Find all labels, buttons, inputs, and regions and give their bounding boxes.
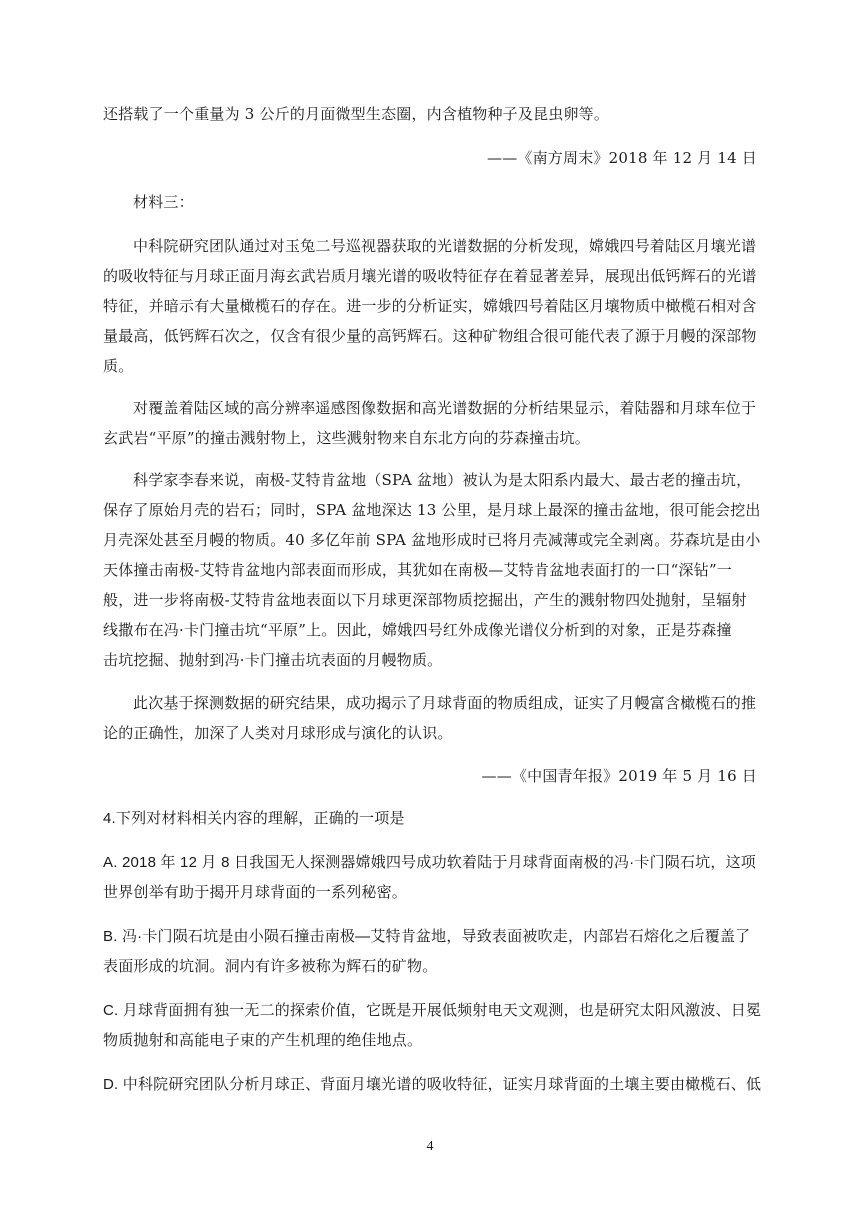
option-a: A. 2018 年 12 月 8 日我国无人探测器嫦娥四号成功软着陆于月球背面南极的冯·卡门陨石坑，这项 — [103, 854, 756, 871]
text-line: 还搭载了一个重量为 3 公斤的月面微型生态圈，内含植物种子及昆虫卵等。 — [103, 105, 610, 123]
source-citation: ——《南方周末》2018 年 12 月 14 日 — [487, 149, 757, 167]
text-line: 量最高，低钙辉石次之，仅含有很少量的高钙辉石。这种矿物组合很可能代表了源于月幔的深部物 — [103, 327, 757, 345]
text-line: 的吸收特征与月球正面月海玄武岩质月壤光谱的吸收特征存在着显著差异，展现出低钙辉石的光谱 — [103, 267, 757, 285]
text-line: 天体撞击南极-艾特肯盆地内部表面而形成，其犹如在南极—艾特肯盆地表面打的一口“深钻”一 — [103, 561, 733, 579]
text-line: 保存了原始月壳的岩石；同时，SPA 盆地深达 13 公里，是月球上最深的撞击盆地，很可能会挖出 — [103, 501, 761, 519]
question-stem: 4.下列对材料相关内容的理解，正确的一项是 — [103, 810, 405, 827]
text-line: 般，进一步将南极-艾特肯盆地表面以下月球更深部物质挖掘出，产生的溅射物四处抛射，呈辐射 — [103, 591, 747, 609]
text-line: 线撒布在冯·卡门撞击坑“平原”上。因此，嫦娥四号红外成像光谱仪分析到的对象，正是芬森撞 — [103, 621, 732, 639]
option-d: D. 中科院研究团队分析月球正、背面月壤光谱的吸收特征，证实月球背面的土壤主要由橄榄石、低 — [103, 1076, 762, 1093]
section-heading: 材料三： — [133, 193, 194, 211]
text-line: 此次基于探测数据的研究结果，成功揭示了月球背面的物质组成，证实了月幔富含橄榄石的推 — [133, 694, 757, 712]
source-citation: ——《中国青年报》2019 年 5 月 16 日 — [481, 767, 757, 785]
option-c-cont: 物质抛射和高能电子束的产生机理的绝佳地点。 — [103, 1032, 423, 1049]
option-a-cont: 世界创举有助于揭开月球背面的一系列秘密。 — [103, 884, 408, 901]
option-c: C. 月球背面拥有独一无二的探索价值，它既是开展低频射电天文观测，也是研究太阳风激波、日冕 — [103, 1002, 762, 1019]
option-b-cont: 表面形成的坑洞。洞内有许多被称为辉石的矿物。 — [103, 958, 438, 975]
text-line: 论的正确性，加深了人类对月球形成与演化的认识。 — [103, 724, 453, 742]
page-number: 4 — [426, 1139, 434, 1154]
text-line: 对覆盖着陆区域的高分辨率遥感图像数据和高光谱数据的分析结果显示，着陆器和月球车位于 — [133, 399, 757, 417]
text-line: 月壳深处甚至月幔的物质。40 多亿年前 SPA 盆地形成时已将月壳减薄或完全剥离。芬森坑是由小 — [103, 531, 761, 549]
text-line: 特征，并暗示有大量橄榄石的存在。进一步的分析证实，嫦娥四号着陆区月壤物质中橄榄石相对含 — [103, 297, 757, 315]
text-line: 科学家李春来说，南极-艾特肯盆地（SPA 盆地）被认为是太阳系内最大、最古老的撞击坑， — [133, 471, 752, 489]
text-line: 中科院研究团队通过对玉兔二号巡视器获取的光谱数据的分析发现，嫦娥四号着陆区月壤光谱 — [133, 237, 757, 255]
text-line: 质。 — [103, 357, 134, 375]
text-line: 击坑挖掘、抛射到冯·卡门撞击坑表面的月幔物质。 — [103, 651, 443, 669]
text-line: 玄武岩“平原”的撞击溅射物上，这些溅射物来自东北方向的芬森撞击坑。 — [103, 429, 590, 447]
option-b: B. 冯·卡门陨石坑是由小陨石撞击南极—艾特肯盆地，导致表面被吹走，内部岩石熔化之后覆盖了 — [103, 928, 751, 945]
